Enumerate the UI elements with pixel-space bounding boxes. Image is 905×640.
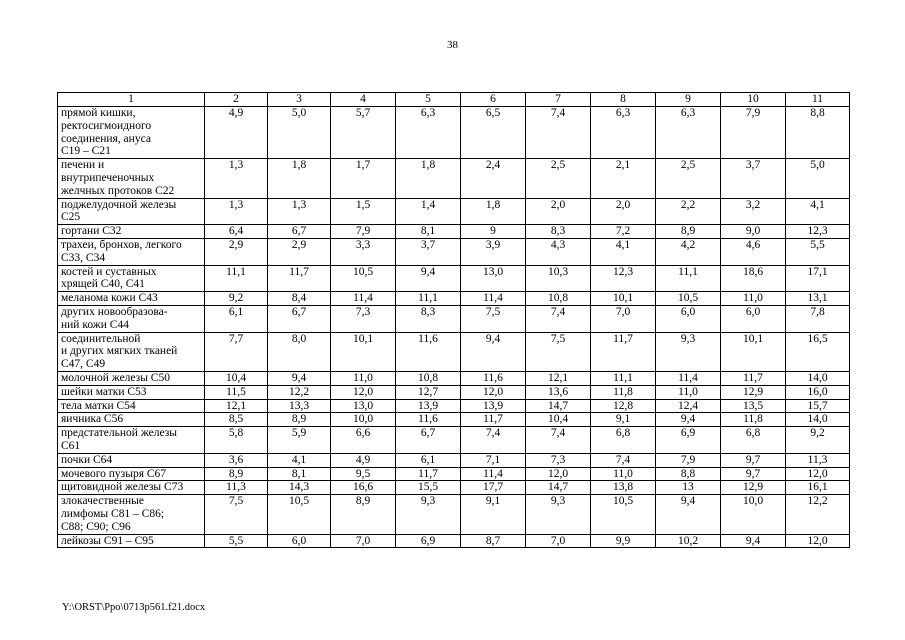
value-cell: 12,4 <box>656 399 721 413</box>
row-label-line: и других мягких тканей <box>61 345 178 358</box>
value-cell: 12,0 <box>786 534 850 548</box>
value-cell: 12,7 <box>396 385 461 399</box>
value-cell: 8,0 <box>268 332 331 371</box>
value-cell: 9,4 <box>721 534 786 548</box>
table-row <box>58 495 850 534</box>
value-cell: 1,3 <box>205 159 268 198</box>
value-cell: 11,1 <box>656 265 721 292</box>
value-cell: 4,6 <box>721 238 786 265</box>
value-cell: 10,5 <box>331 265 396 292</box>
row-label-line: яичника C56 <box>61 413 124 426</box>
value-cell: 3,9 <box>461 238 526 265</box>
value-cell: 11,4 <box>331 292 396 306</box>
value-cell: 9,4 <box>396 265 461 292</box>
row-label-line: лейкозы C91 – C95 <box>61 534 154 547</box>
value-cell: 7,4 <box>461 427 526 454</box>
value-cell: 12,3 <box>591 265 656 292</box>
value-cell: 7,9 <box>331 225 396 239</box>
row-label-line: предстательной железы <box>61 427 177 440</box>
row-label <box>58 467 205 481</box>
value-cell: 13,8 <box>591 481 656 495</box>
value-cell: 11,0 <box>721 292 786 306</box>
value-cell: 1,8 <box>461 198 526 225</box>
value-cell: 9,3 <box>526 495 591 534</box>
value-cell: 11,7 <box>591 332 656 371</box>
row-label-line: щитовидной железы C73 <box>61 481 184 494</box>
row-label <box>58 385 205 399</box>
value-cell: 11,8 <box>591 385 656 399</box>
value-cell: 11,0 <box>656 385 721 399</box>
table-row <box>58 265 850 292</box>
footer-file-path: Y:\ORST\Ppo\0713p561.f21.docx <box>62 602 206 613</box>
value-cell: 16,6 <box>331 481 396 495</box>
value-cell: 6,9 <box>656 427 721 454</box>
value-cell: 7,3 <box>526 453 591 467</box>
row-label-line: гортани C32 <box>61 225 122 238</box>
value-cell: 9,5 <box>331 467 396 481</box>
row-label <box>58 534 205 548</box>
table-row <box>58 107 850 159</box>
value-cell: 11,6 <box>461 371 526 385</box>
value-cell: 13,0 <box>461 265 526 292</box>
row-label-line: желчных протоков C22 <box>61 184 175 197</box>
value-cell: 7,2 <box>591 225 656 239</box>
value-cell: 7,0 <box>591 305 656 332</box>
value-cell: 8,9 <box>205 467 268 481</box>
value-cell: 5,7 <box>331 107 396 159</box>
row-label <box>58 413 205 427</box>
row-label-line: прямой кишки, <box>61 107 136 119</box>
row-label-line: тела матки C54 <box>61 399 136 412</box>
value-cell: 18,6 <box>721 265 786 292</box>
value-cell: 9,7 <box>721 453 786 467</box>
value-cell: 6,8 <box>591 427 656 454</box>
row-label-line: меланома кожи C43 <box>61 292 158 305</box>
value-cell: 2,9 <box>268 238 331 265</box>
value-cell: 15,5 <box>396 481 461 495</box>
row-label <box>58 453 205 467</box>
row-label-line: костей и суставных <box>61 265 157 278</box>
value-cell: 7,9 <box>656 453 721 467</box>
value-cell: 2,0 <box>526 198 591 225</box>
value-cell: 7,3 <box>331 305 396 332</box>
value-cell: 12,0 <box>786 467 850 481</box>
table-row <box>58 198 850 225</box>
value-cell: 10,1 <box>721 332 786 371</box>
value-cell: 4,1 <box>786 198 850 225</box>
value-cell: 2,0 <box>591 198 656 225</box>
value-cell: 15,7 <box>786 399 850 413</box>
column-header: 11 <box>786 93 850 107</box>
value-cell: 9,2 <box>205 292 268 306</box>
row-label-line: лимфомы C81 – C86; <box>61 507 165 520</box>
table-row <box>58 385 850 399</box>
value-cell: 7,4 <box>526 107 591 159</box>
value-cell: 7,4 <box>526 427 591 454</box>
value-cell: 4,3 <box>526 238 591 265</box>
row-label-line: соединения, ануса <box>61 132 151 145</box>
value-cell: 4,9 <box>205 107 268 159</box>
row-label <box>58 159 205 198</box>
value-cell: 11,4 <box>461 467 526 481</box>
value-cell: 8,3 <box>526 225 591 239</box>
value-cell: 5,0 <box>268 107 331 159</box>
value-cell: 12,0 <box>331 385 396 399</box>
value-cell: 2,1 <box>591 159 656 198</box>
table-row <box>58 481 850 495</box>
value-cell: 12,1 <box>205 399 268 413</box>
row-label-line: внутрипеченочных <box>61 171 155 184</box>
value-cell: 9 <box>461 225 526 239</box>
value-cell: 11,7 <box>268 265 331 292</box>
value-cell: 12,0 <box>526 467 591 481</box>
value-cell: 8,3 <box>396 305 461 332</box>
value-cell: 4,9 <box>331 453 396 467</box>
value-cell: 13,3 <box>268 399 331 413</box>
row-label <box>58 371 205 385</box>
row-label-line: злокачественные <box>61 495 144 508</box>
value-cell: 7,5 <box>526 332 591 371</box>
value-cell: 13,5 <box>721 399 786 413</box>
value-cell: 11,6 <box>396 332 461 371</box>
value-cell: 17,7 <box>461 481 526 495</box>
row-label-line: C47, C49 <box>61 358 106 371</box>
row-label <box>58 225 205 239</box>
value-cell: 11,3 <box>786 453 850 467</box>
value-cell: 10,4 <box>205 371 268 385</box>
value-cell: 6,3 <box>656 107 721 159</box>
value-cell: 10,5 <box>268 495 331 534</box>
value-cell: 6,6 <box>331 427 396 454</box>
row-label <box>58 265 205 292</box>
table-row <box>58 332 850 371</box>
value-cell: 12,2 <box>786 495 850 534</box>
value-cell: 14,0 <box>786 413 850 427</box>
row-label <box>58 495 205 534</box>
value-cell: 6,7 <box>268 225 331 239</box>
value-cell: 12,9 <box>721 385 786 399</box>
value-cell: 3,3 <box>331 238 396 265</box>
header-row <box>58 93 850 107</box>
value-cell: 11,7 <box>461 413 526 427</box>
value-cell: 8,9 <box>331 495 396 534</box>
value-cell: 9,4 <box>268 371 331 385</box>
value-cell: 10,8 <box>396 371 461 385</box>
value-cell: 7,0 <box>526 534 591 548</box>
value-cell: 2,5 <box>656 159 721 198</box>
value-cell: 6,7 <box>268 305 331 332</box>
value-cell: 13,0 <box>331 399 396 413</box>
value-cell: 3,7 <box>721 159 786 198</box>
value-cell: 7,7 <box>205 332 268 371</box>
value-cell: 13 <box>656 481 721 495</box>
value-cell: 6,7 <box>396 427 461 454</box>
value-cell: 9,4 <box>656 413 721 427</box>
value-cell: 11,1 <box>396 292 461 306</box>
value-cell: 7,5 <box>461 305 526 332</box>
value-cell: 4,1 <box>591 238 656 265</box>
value-cell: 9,7 <box>721 467 786 481</box>
value-cell: 6,0 <box>656 305 721 332</box>
value-cell: 6,3 <box>396 107 461 159</box>
row-label-line: C25 <box>61 211 81 224</box>
value-cell: 6,9 <box>396 534 461 548</box>
table-row <box>58 225 850 239</box>
column-header: 8 <box>591 93 656 107</box>
table-row <box>58 467 850 481</box>
value-cell: 1,5 <box>331 198 396 225</box>
row-label <box>58 332 205 371</box>
column-header: 3 <box>268 93 331 107</box>
column-header: 9 <box>656 93 721 107</box>
value-cell: 9,2 <box>786 427 850 454</box>
row-label-line: ректосигмоидного <box>61 119 152 132</box>
row-label-line: ний кожи C44 <box>61 318 129 331</box>
value-cell: 3,7 <box>396 238 461 265</box>
value-cell: 3,6 <box>205 453 268 467</box>
row-label-line: мочевого пузыря C67 <box>61 467 167 480</box>
table-row <box>58 413 850 427</box>
row-label-line: печени и <box>61 159 105 172</box>
value-cell: 6,1 <box>205 305 268 332</box>
row-label <box>58 107 205 159</box>
value-cell: 7,0 <box>331 534 396 548</box>
value-cell: 10,1 <box>591 292 656 306</box>
value-cell: 5,8 <box>205 427 268 454</box>
table-row <box>58 159 850 198</box>
table-row <box>58 534 850 548</box>
value-cell: 16,1 <box>786 481 850 495</box>
value-cell: 11,0 <box>591 467 656 481</box>
value-cell: 8,7 <box>461 534 526 548</box>
value-cell: 7,5 <box>205 495 268 534</box>
value-cell: 11,4 <box>656 371 721 385</box>
value-cell: 4,2 <box>656 238 721 265</box>
value-cell: 9,4 <box>461 332 526 371</box>
page-number: 38 <box>447 39 458 51</box>
table-row <box>58 371 850 385</box>
row-label-line: соединительной <box>61 332 141 345</box>
value-cell: 5,0 <box>786 159 850 198</box>
value-cell: 9,0 <box>721 225 786 239</box>
value-cell: 12,8 <box>591 399 656 413</box>
value-cell: 9,4 <box>656 495 721 534</box>
row-label <box>58 238 205 265</box>
table-row <box>58 238 850 265</box>
column-header: 7 <box>526 93 591 107</box>
value-cell: 8,4 <box>268 292 331 306</box>
row-label-line: почки C64 <box>61 453 113 466</box>
value-cell: 10,4 <box>526 413 591 427</box>
value-cell: 10,0 <box>331 413 396 427</box>
value-cell: 11,5 <box>205 385 268 399</box>
value-cell: 2,2 <box>656 198 721 225</box>
row-label-line: поджелудочной железы <box>61 198 177 211</box>
value-cell: 9,1 <box>591 413 656 427</box>
value-cell: 6,1 <box>396 453 461 467</box>
value-cell: 6,5 <box>461 107 526 159</box>
value-cell: 6,3 <box>591 107 656 159</box>
value-cell: 1,4 <box>396 198 461 225</box>
value-cell: 6,8 <box>721 427 786 454</box>
value-cell: 8,1 <box>268 467 331 481</box>
value-cell: 10,2 <box>656 534 721 548</box>
value-cell: 12,2 <box>268 385 331 399</box>
value-cell: 12,9 <box>721 481 786 495</box>
value-cell: 17,1 <box>786 265 850 292</box>
value-cell: 7,4 <box>526 305 591 332</box>
value-cell: 13,1 <box>786 292 850 306</box>
value-cell: 14,7 <box>526 399 591 413</box>
data-table <box>57 92 850 548</box>
value-cell: 11,8 <box>721 413 786 427</box>
row-label <box>58 427 205 454</box>
value-cell: 13,9 <box>396 399 461 413</box>
value-cell: 4,1 <box>268 453 331 467</box>
row-label-line: C61 <box>61 439 81 452</box>
value-cell: 12,1 <box>526 371 591 385</box>
table-row <box>58 292 850 306</box>
row-label-line: C88; C90; C96 <box>61 520 131 533</box>
column-header: 1 <box>58 93 205 107</box>
value-cell: 2,4 <box>461 159 526 198</box>
value-cell: 14,7 <box>526 481 591 495</box>
value-cell: 6,0 <box>268 534 331 548</box>
value-cell: 8,8 <box>656 467 721 481</box>
table-row <box>58 427 850 454</box>
value-cell: 11,1 <box>591 371 656 385</box>
value-cell: 8,9 <box>268 413 331 427</box>
value-cell: 7,1 <box>461 453 526 467</box>
value-cell: 16,0 <box>786 385 850 399</box>
value-cell: 6,4 <box>205 225 268 239</box>
value-cell: 13,6 <box>526 385 591 399</box>
value-cell: 14,0 <box>786 371 850 385</box>
row-label-line: других новообразова- <box>61 305 168 318</box>
value-cell: 7,8 <box>786 305 850 332</box>
column-header: 6 <box>461 93 526 107</box>
value-cell: 11,7 <box>396 467 461 481</box>
value-cell: 9,9 <box>591 534 656 548</box>
value-cell: 5,9 <box>268 427 331 454</box>
row-label-line: шейки матки C53 <box>61 385 147 398</box>
value-cell: 10,3 <box>526 265 591 292</box>
value-cell: 5,5 <box>786 238 850 265</box>
value-cell: 8,1 <box>396 225 461 239</box>
row-label-line: трахеи, бронхов, легкого <box>61 238 182 251</box>
value-cell: 1,3 <box>268 198 331 225</box>
value-cell: 12,0 <box>461 385 526 399</box>
value-cell: 9,1 <box>461 495 526 534</box>
column-header: 2 <box>205 93 268 107</box>
value-cell: 6,0 <box>721 305 786 332</box>
table-row <box>58 399 850 413</box>
value-cell: 5,5 <box>205 534 268 548</box>
value-cell: 8,5 <box>205 413 268 427</box>
value-cell: 13,9 <box>461 399 526 413</box>
value-cell: 1,8 <box>268 159 331 198</box>
row-label-line: хрящей C40, C41 <box>61 278 145 291</box>
table-row <box>58 305 850 332</box>
value-cell: 7,9 <box>721 107 786 159</box>
row-label <box>58 305 205 332</box>
value-cell: 11,6 <box>396 413 461 427</box>
value-cell: 14,3 <box>268 481 331 495</box>
table-row <box>58 453 850 467</box>
value-cell: 16,5 <box>786 332 850 371</box>
row-label <box>58 198 205 225</box>
value-cell: 11,0 <box>331 371 396 385</box>
value-cell: 11,3 <box>205 481 268 495</box>
value-cell: 10,5 <box>656 292 721 306</box>
value-cell: 10,8 <box>526 292 591 306</box>
column-header: 5 <box>396 93 461 107</box>
value-cell: 3,2 <box>721 198 786 225</box>
row-label <box>58 292 205 306</box>
row-label <box>58 399 205 413</box>
value-cell: 2,5 <box>526 159 591 198</box>
value-cell: 10,5 <box>591 495 656 534</box>
value-cell: 10,0 <box>721 495 786 534</box>
row-label-line: молочной железы C50 <box>61 371 170 384</box>
value-cell: 8,8 <box>786 107 850 159</box>
value-cell: 1,7 <box>331 159 396 198</box>
value-cell: 11,4 <box>461 292 526 306</box>
value-cell: 7,4 <box>591 453 656 467</box>
value-cell: 11,7 <box>721 371 786 385</box>
value-cell: 9,3 <box>656 332 721 371</box>
column-header: 10 <box>721 93 786 107</box>
value-cell: 12,3 <box>786 225 850 239</box>
value-cell: 8,9 <box>656 225 721 239</box>
column-header: 4 <box>331 93 396 107</box>
value-cell: 9,3 <box>396 495 461 534</box>
value-cell: 1,8 <box>396 159 461 198</box>
row-label-line: C33, C34 <box>61 251 106 264</box>
row-label <box>58 481 205 495</box>
value-cell: 2,9 <box>205 238 268 265</box>
value-cell: 10,1 <box>331 332 396 371</box>
value-cell: 11,1 <box>205 265 268 292</box>
value-cell: 1,3 <box>205 198 268 225</box>
row-label-line: C19 – C21 <box>61 145 111 158</box>
